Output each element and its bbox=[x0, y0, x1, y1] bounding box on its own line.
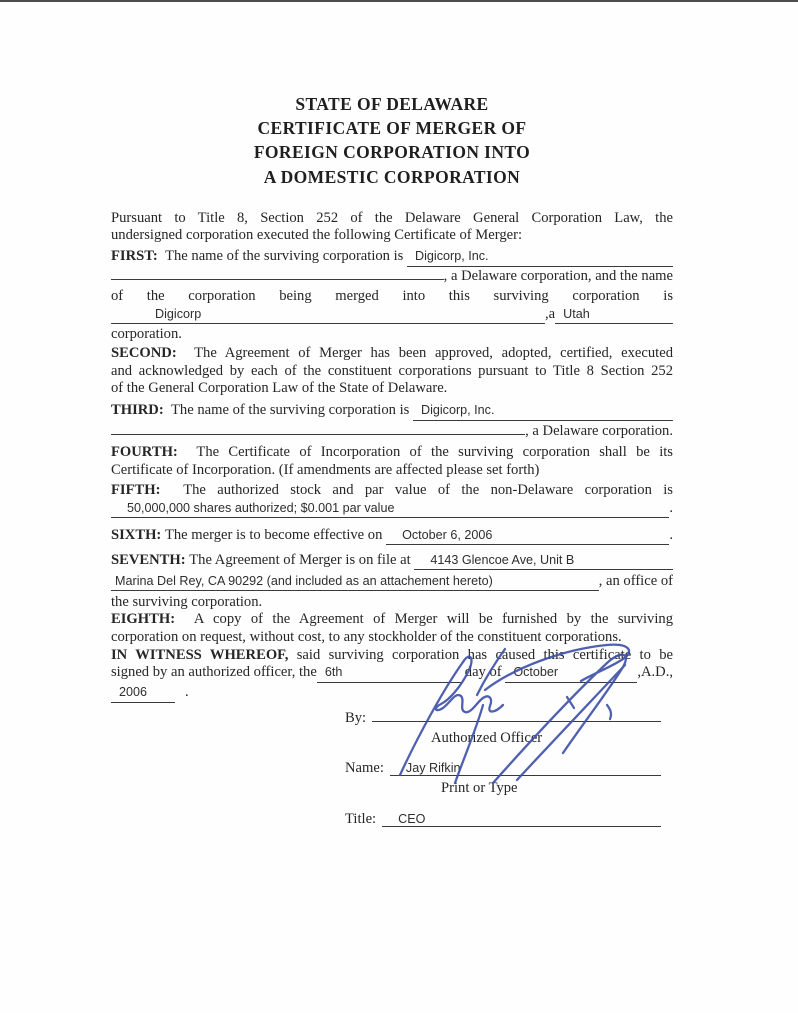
first-continuation-row bbox=[111, 268, 673, 288]
seventh-clause-row bbox=[111, 552, 673, 573]
empty-blank-line bbox=[111, 279, 444, 280]
sixth-clause-row bbox=[111, 527, 673, 548]
intro-line-2: undersigned corporation executed the following Certificate of Merger: bbox=[111, 227, 523, 244]
second-label: SECOND: bbox=[111, 345, 177, 362]
witness-text-1: said surviving corporation has caused this certificate to be bbox=[296, 646, 674, 663]
witness-line-1 bbox=[111, 647, 673, 665]
by-label: By: bbox=[345, 710, 367, 727]
witness-period: . bbox=[185, 684, 189, 701]
sixth-period: . bbox=[669, 526, 673, 543]
third-surviving-name-field: Digicorp, Inc. bbox=[413, 402, 673, 421]
empty-blank-line bbox=[111, 434, 525, 435]
name-label: Name: bbox=[345, 759, 384, 776]
sixth-text: The merger is to become effective on bbox=[164, 526, 383, 543]
title-row bbox=[345, 811, 661, 831]
title-line-3: FOREIGN CORPORATION INTO bbox=[253, 142, 531, 163]
witness-date-row bbox=[111, 664, 673, 684]
second-clause-line-3: of the General Corporation Law of the State of Delaware. bbox=[111, 380, 448, 397]
third-text: The name of the surviving corporation is bbox=[171, 401, 410, 418]
fourth-label: FOURTH: bbox=[111, 443, 178, 460]
seventh-closing-line: the surviving corporation. bbox=[111, 593, 263, 610]
eighth-clause-line-1 bbox=[111, 611, 673, 629]
second-text-1: The Agreement of Merger has been approved, adopted, certified, executed bbox=[194, 345, 674, 362]
fourth-clause-line-2: Certificate of Incorporation. (If amendments are affected please set forth) bbox=[111, 461, 540, 478]
first-merged-name-field: Digicorp bbox=[111, 306, 545, 325]
seventh-address-field-1: 4143 Glencoe Ave, Unit B bbox=[414, 552, 673, 571]
first-clause-row bbox=[111, 248, 673, 268]
seventh-address-field-2: Marina Del Rey, CA 90292 (and included as an attachement hereto) bbox=[111, 573, 599, 592]
fifth-value-row bbox=[111, 500, 673, 521]
witness-label: IN WITNESS WHEREOF, bbox=[111, 646, 289, 663]
eighth-text-1: A copy of the Agreement of Merger will be furnished by the surviving bbox=[193, 611, 674, 628]
witness-ad-text: ,A.D., bbox=[637, 664, 673, 681]
authorized-officer-caption: Authorized Officer bbox=[431, 730, 543, 747]
title-line-1: STATE OF DELAWARE bbox=[295, 94, 489, 114]
seventh-label: SEVENTH: bbox=[111, 551, 186, 568]
third-label: THIRD: bbox=[111, 401, 164, 418]
third-clause-lead bbox=[111, 402, 413, 420]
second-clause-line-2: and acknowledged by each of the constituent corporations pursuant to Title 8 Section 252 bbox=[111, 362, 673, 379]
first-merged-into-line: of the corporation being merged into this surviving corporation is bbox=[111, 288, 673, 304]
first-label: FIRST: bbox=[111, 248, 158, 264]
third-continuation-row bbox=[111, 423, 673, 444]
seventh-cont-text: , an office of bbox=[598, 572, 673, 589]
first-surviving-name-field: Digicorp, Inc. bbox=[407, 248, 673, 267]
first-cont-text: , a Delaware corporation, and the name bbox=[443, 268, 673, 284]
fifth-label: FIFTH: bbox=[111, 482, 161, 499]
intro-line-1: Pursuant to Title 8, Section 252 of the Delaware General Corporation Law, the bbox=[111, 209, 673, 226]
fourth-clause-line-1 bbox=[111, 444, 673, 462]
witness-year-field: 2006 bbox=[111, 684, 175, 703]
seventh-clause-lead bbox=[111, 552, 414, 570]
first-corporation-line: corporation. bbox=[111, 325, 182, 342]
document-body bbox=[111, 92, 673, 831]
first-merged-name-row bbox=[111, 306, 673, 326]
print-or-type-caption: Print or Type bbox=[441, 779, 518, 796]
title-line-4: A DOMESTIC CORPORATION bbox=[263, 166, 521, 187]
title-label: Title: bbox=[345, 811, 377, 828]
title-field: CEO bbox=[382, 812, 661, 827]
by-signature-field bbox=[372, 721, 661, 722]
sixth-clause-lead bbox=[111, 527, 386, 545]
eighth-label: EIGHTH: bbox=[111, 611, 176, 628]
fifth-clause-line bbox=[111, 482, 673, 500]
second-clause-line-1 bbox=[111, 345, 673, 363]
witness-year-row bbox=[111, 684, 673, 704]
first-text: The name of the surviving corporation is bbox=[165, 248, 404, 264]
sixth-label: SIXTH: bbox=[111, 526, 162, 543]
fifth-text: The authorized stock and par value of the non-Delaware corporation is bbox=[183, 482, 673, 499]
fourth-text-1: The Certificate of Incorporation of the surviving corporation shall be its bbox=[196, 443, 673, 460]
fifth-period: . bbox=[669, 499, 673, 516]
signature-block bbox=[345, 710, 661, 831]
seventh-text: The Agreement of Merger is on file at bbox=[189, 551, 411, 568]
document-title bbox=[111, 92, 673, 189]
seventh-address-row-2 bbox=[111, 573, 673, 594]
name-row bbox=[345, 760, 661, 780]
witness-date-lead: signed by an authorized officer, the bbox=[111, 664, 317, 681]
scan-top-border bbox=[0, 0, 798, 2]
third-clause-row bbox=[111, 402, 673, 423]
title-line-2: CERTIFICATE OF MERGER OF bbox=[257, 118, 527, 139]
first-state-field: Utah bbox=[555, 306, 673, 325]
fifth-stock-field: 50,000,000 shares authorized; $0.001 par value bbox=[111, 500, 669, 519]
name-field: Jay Rifkin bbox=[390, 761, 661, 776]
by-row bbox=[345, 710, 661, 730]
witness-day-of-text: day of bbox=[464, 664, 502, 681]
witness-day-field: 6th bbox=[317, 664, 461, 683]
sixth-date-field: October 6, 2006 bbox=[386, 527, 669, 546]
first-clause-lead bbox=[111, 248, 407, 266]
witness-month-field: October bbox=[505, 664, 637, 683]
eighth-clause-line-2: corporation on request, without cost, to any stockholder of the constituent corporations. bbox=[111, 628, 622, 645]
first-joiner-text: ,a bbox=[545, 305, 556, 322]
third-cont-text: , a Delaware corporation. bbox=[525, 422, 673, 439]
